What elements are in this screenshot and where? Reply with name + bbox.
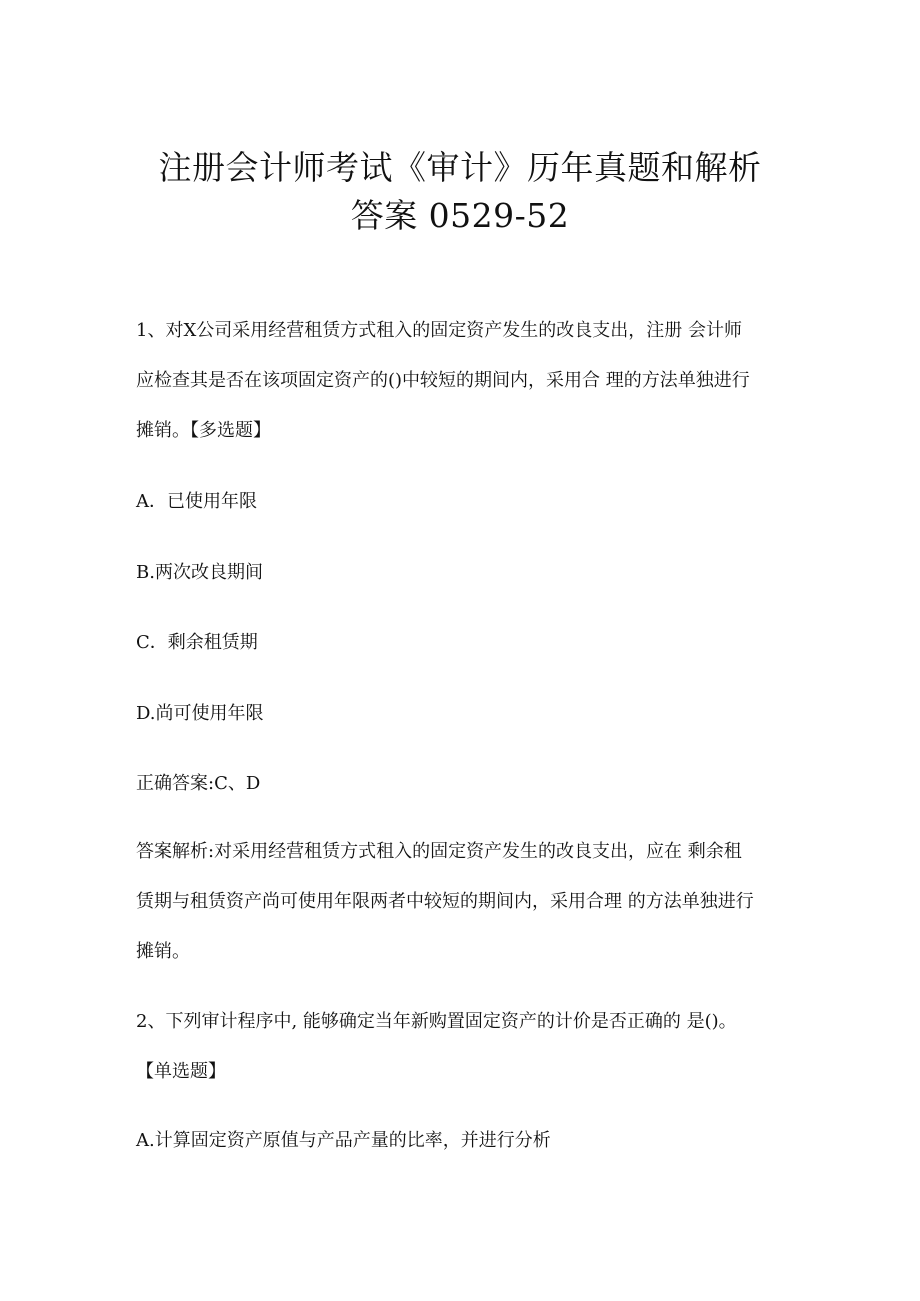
question-1-option-b: B.两次改良期间 — [136, 562, 263, 583]
question-2-stem — [136, 1004, 786, 1090]
question-2-stem-line: 2、下列审计程序中, 能够确定当年新购置固定资产的计价是否正确的 是()。 — [136, 1011, 737, 1032]
question-1-explanation-line: 摊销。 — [136, 941, 190, 962]
document-title-line-2: 答案 0529-52 — [350, 196, 570, 235]
question-1-answer: 正确答案:C、D — [136, 773, 261, 794]
question-1-stem — [136, 313, 786, 449]
question-1-option-c: C．剩余租赁期 — [136, 632, 258, 653]
question-1-stem-line: 1、对X公司采用经营租赁方式租入的固定资产发生的改良支出，注册 会计师 — [136, 320, 742, 341]
question-1-stem-line: 摊销。【多选题】 — [136, 420, 271, 441]
question-1-explanation-line: 答案解析:对采用经营租赁方式租入的固定资产发生的改良支出，应在 剩余租 — [136, 841, 742, 862]
question-1-option-d: D.尚可使用年限 — [136, 703, 264, 724]
question-2-stem-line: 【单选题】 — [136, 1061, 226, 1082]
question-1-explanation — [136, 834, 786, 970]
question-1-explanation-line: 赁期与租赁资产尚可使用年限两者中较短的期间内，采用合理 的方法单独进行 — [136, 891, 754, 912]
document-title-line-1: 注册会计师考试《审计》历年真题和解析 — [158, 148, 762, 187]
question-1-option-a: A．已使用年限 — [136, 491, 257, 512]
question-1-stem-line: 应检查其是否在该项固定资产的()中较短的期间内，采用合 理的方法单独进行 — [136, 370, 750, 391]
question-2-option-a: A.计算固定资产原值与产品产量的比率，并进行分析 — [136, 1130, 551, 1151]
